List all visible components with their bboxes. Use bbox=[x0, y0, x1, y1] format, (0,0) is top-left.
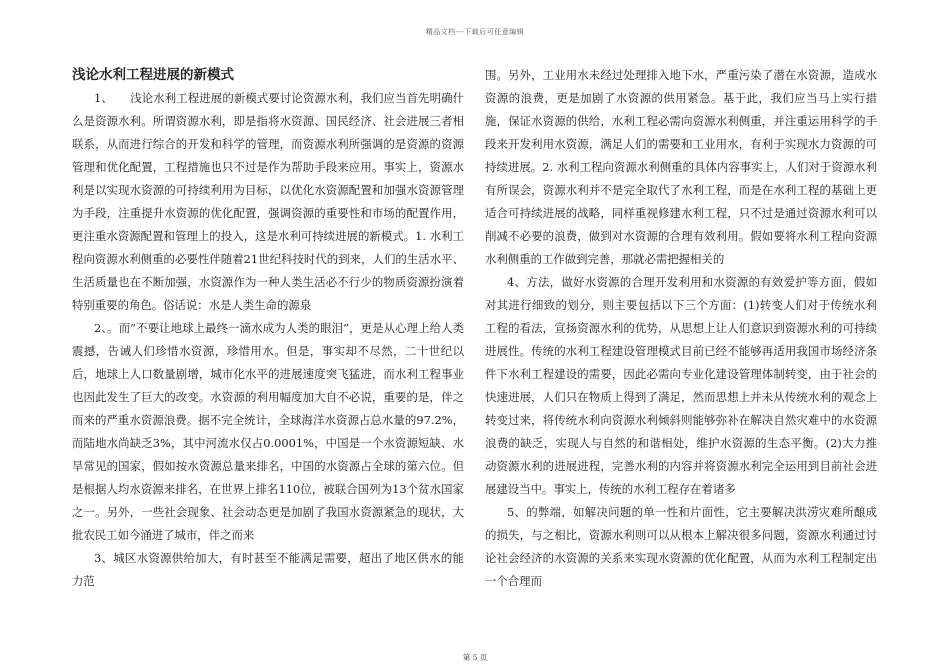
page-number: 第 5 页 bbox=[462, 653, 488, 662]
page-header: 精品文档---下载后可任意编辑 bbox=[425, 28, 525, 36]
right-column bbox=[485, 64, 877, 593]
paragraph-5: 5、的弊端，如解决问题的单一性和片面性，它主要解决洪涝灾难所酿成的损失，与之相比，资源水利则可以从根本上解决很多问题，资源水利通过讨论社会经济的水资源的关系来实现水资源的优化配置，从而为水利工程制定出一个合理而 bbox=[485, 505, 877, 588]
paragraph-4: 4、方法，做好水资源的合理开发利用和水资源的有效爱护等方面，假如对其进行细致的划分，则主要包括以下三个方面：(1)转变人们对于传统水利工程的看法，宣扬资源水利的优势，从思想上让人们意识到资源水利的可持续进展性。传统的水利工程建设管理模式目前已经不能够再适用我国市场经济条件下水利工程建设的需要，因此必需向专业化建设管理体制转变，由于社会的快速进展，人们只在物质上得到了满足，然而思想上并未从传统水利的观念上转变过来，将传统水利向资源水利倾斜则能够弥补在解决自然灾难中的水资源浪费的缺乏，实现人与自然的和谐相处，维护水资源的生态平衡。(2)大力推动资源水利的进展进程，完善水利的内容并将资源水利完全运用到目前社会进展建设当中。事实上，传统的水利工程存在着诸多 bbox=[485, 275, 877, 496]
paragraph-3-continued: 围。另外，工业用水未经过处理排入地下水，严重污染了潜在水资源，造成水资源的浪费，更是加剧了水资源的供用紧急。基于此，我们应当马上实行措施，保证水资源的供给，水利工程必需向资源水利侧重，并注重运用科学的手段来开发利用水资源，满足人们的需要和工业用水，有利于实现水力资源的可持续进展。2. 水利工程向资源水利侧重的具体内容事实上，人们对于资源水利有所误会，资源水利并不是完全取代了水利工程，而是在水利工程的基础上更适合可持续进展的战略，同样重视修建水利工程，只不过是通过资源水利可以削减不必要的浪费，做到对水资源的合理有效利用。假如要将水利工程向资源水利侧重的工作做到完善，那就必需把握相关的 bbox=[485, 68, 877, 266]
article-title: 浅论水利工程进展的新模式 bbox=[72, 67, 234, 83]
paragraph-1: 1、 浅论水利工程进展的新模式要讨论资源水利，我们应当首先明确什么是资源水利。所谓资源水利，即是指将水资源、国民经济、社会进展三者相联系，从而进行综合的开发和科学的管理，而资源水利所强调的是资源的资源管理和优化配置，工程措施也只不过是作为帮助手段来应用。事实上，资源水利是以实现水资源的可持续利用为目标，以优化水资源配置和加强水资源管理为手段，注重提升水资源的优化配置，强调资源的重要性和市场的配置作用，更注重水资源配置和管理上的投入，这是水利可持续进展的新模式。1. 水利工程向资源水利侧重的必要性伴随着21世纪科技时代的到来，人们的生活水平、生活质量也在不断加强，水资源作为一种人类生活必不行少的物质资源扮演着特别重要的角色。俗话说：水是人类生命的源泉 bbox=[72, 91, 464, 312]
left-column bbox=[72, 64, 464, 593]
paragraph-2: 2、。而“不要让地球上最终一滴水成为人类的眼泪”，更是从心理上给人类震撼，告诫人们珍惜水资源，珍惜用水。但是，事实却不尽然，二十世纪以后，地球上人口数量剧增，城市化水平的进展速度突飞猛进，而水利工程事业也因此发生了巨大的改变。水资源的利用幅度加大自不必说，重要的是，伴之而来的严重水资源浪费。据不完全统计，全球海洋水资源占总水量的97.2%，而陆地水尚缺乏3%，其中河流水仅占0.0001%，中国是一个水资源短缺、水旱常见的国家，假如按水资源总量来排名，中国的水资源占全球的第六位。但是根据人均水资源来排名，在世界上排名110位，被联合国列为13个贫水国家之一。另外，一些社会现象、社会动态更是加剧了我国水资源紧急的现状，大批农民工如今涌进了城市，伴之而来 bbox=[72, 321, 464, 542]
paragraph-3: 3、城区水资源供给加大，有时甚至不能满足需要，超出了地区供水的能力范 bbox=[72, 551, 464, 588]
